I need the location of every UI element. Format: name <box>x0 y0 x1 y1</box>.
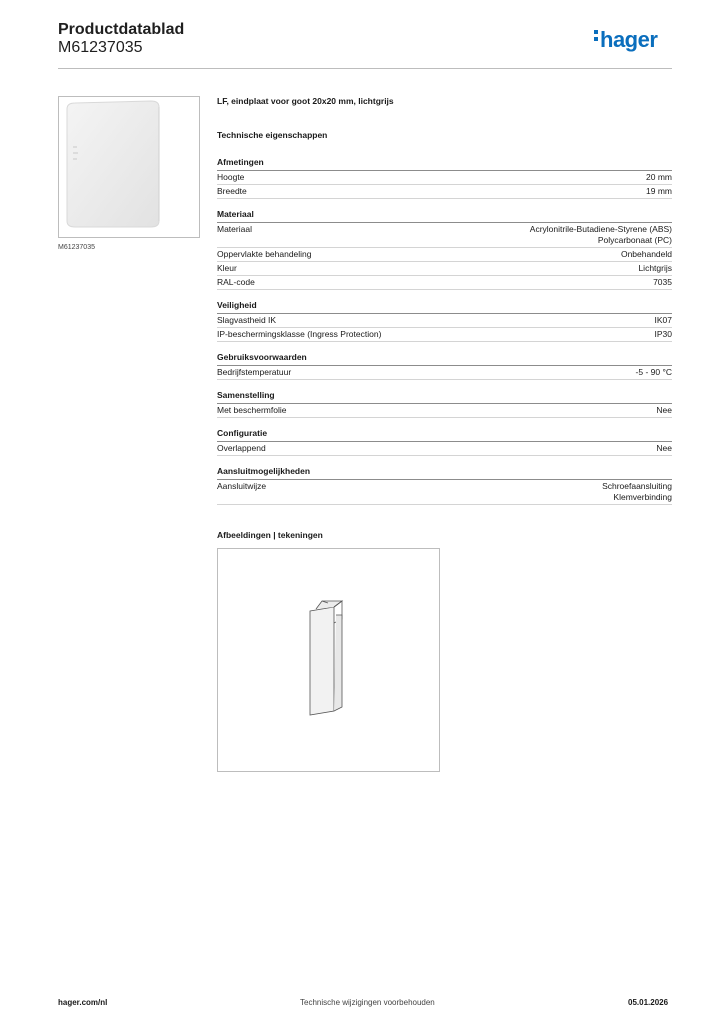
spec-value <box>656 405 672 416</box>
header-divider <box>58 68 672 69</box>
spec-group-title: Materiaal <box>217 209 672 223</box>
spec-row <box>217 366 672 380</box>
spec-group <box>217 157 672 199</box>
spec-label: Oppervlakte behandeling <box>217 249 312 259</box>
spec-value-line: Onbehandeld <box>620 249 672 259</box>
spec-label: Aansluitwijze <box>217 481 267 491</box>
logo-text: hager <box>600 27 658 52</box>
technical-drawing <box>217 548 440 772</box>
spec-row <box>217 171 672 185</box>
spec-value <box>655 329 673 340</box>
spec-group-title: Gebruiksvoorwaarden <box>217 352 672 366</box>
spec-row <box>217 276 672 290</box>
spec-group <box>217 300 672 342</box>
spec-label: RAL-code <box>217 277 255 287</box>
drawings-title: Afbeeldingen | tekeningen <box>217 530 323 540</box>
product-photo <box>58 96 200 238</box>
spec-group <box>217 428 672 456</box>
spec-row <box>217 314 672 328</box>
end-cap-photo-icon <box>59 97 199 237</box>
spec-value-line: Nee <box>656 443 672 453</box>
spec-value-line: Klemverbinding <box>613 492 672 502</box>
spec-group-title: Veiligheid <box>217 300 672 314</box>
spec-groups <box>217 157 672 505</box>
page-title: Productdatablad <box>58 21 185 38</box>
spec-value <box>530 224 672 246</box>
footer-date: 05.01.2026 <box>628 998 669 1007</box>
spec-group <box>217 466 672 505</box>
spec-group-title: Configuratie <box>217 428 672 442</box>
spec-value-line: -5 - 90 °C <box>635 367 672 377</box>
spec-label: Breedte <box>217 186 247 196</box>
photo-caption: M61237035 <box>58 244 95 251</box>
spec-value-line: Nee <box>656 405 672 415</box>
spec-value-line: Schroefaansluiting <box>602 481 672 491</box>
spec-group-title: Samenstelling <box>217 390 672 404</box>
hager-logo[interactable] <box>594 27 657 53</box>
spec-value <box>636 367 672 378</box>
spec-row <box>217 480 672 505</box>
product-description: LF, eindplaat voor goot 20x20 mm, lichtgrijs <box>217 96 394 106</box>
spec-row <box>217 185 672 199</box>
footer-disclaimer: Technische wijzigingen voorbehouden <box>300 998 435 1007</box>
spec-group <box>217 352 672 380</box>
spec-group-title: Aansluitmogelijkheden <box>217 466 672 480</box>
spec-value <box>646 186 672 197</box>
spec-value <box>656 443 672 454</box>
spec-group <box>217 390 672 418</box>
footer-website-link[interactable]: hager.com/nl <box>58 998 108 1007</box>
spec-value-line: Lichtgrijs <box>638 263 672 273</box>
spec-value-line: Acrylonitrile-Butadiene-Styrene (ABS) <box>529 224 672 234</box>
spec-row <box>217 248 672 262</box>
spec-value <box>646 172 672 183</box>
spec-value-line: 19 mm <box>646 186 672 196</box>
spec-value-line: 20 mm <box>646 172 672 182</box>
logo-dots-icon <box>594 30 599 44</box>
spec-row <box>217 223 672 248</box>
spec-label: Materiaal <box>217 224 252 234</box>
spec-row <box>217 442 672 456</box>
spec-label: Slagvastheid IK <box>217 315 277 325</box>
spec-row <box>217 404 672 418</box>
spec-label: Kleur <box>217 263 237 273</box>
spec-value-line: 7035 <box>653 277 672 287</box>
spec-label: IP-beschermingsklasse (Ingress Protection) <box>217 329 382 339</box>
spec-value-line: IP30 <box>654 329 672 339</box>
spec-group <box>217 209 672 290</box>
spec-label: Bedrijfstemperatuur <box>217 367 292 377</box>
spec-value-line: Polycarbonaat (PC) <box>597 235 672 245</box>
spec-label: Met beschermfolie <box>217 405 287 415</box>
spec-value <box>602 481 672 503</box>
spec-value <box>655 315 673 326</box>
end-cap-drawing-icon <box>218 549 439 771</box>
product-code: M61237035 <box>58 39 143 56</box>
spec-value <box>653 277 672 288</box>
spec-row <box>217 262 672 276</box>
spec-value <box>621 249 672 260</box>
spec-label: Hoogte <box>217 172 245 182</box>
spec-row <box>217 328 672 342</box>
spec-value <box>638 263 672 274</box>
spec-value-line: IK07 <box>654 315 672 325</box>
tech-section-title: Technische eigenschappen <box>217 130 328 140</box>
spec-group-title: Afmetingen <box>217 157 672 171</box>
spec-label: Overlappend <box>217 443 266 453</box>
spec-content <box>217 96 672 515</box>
